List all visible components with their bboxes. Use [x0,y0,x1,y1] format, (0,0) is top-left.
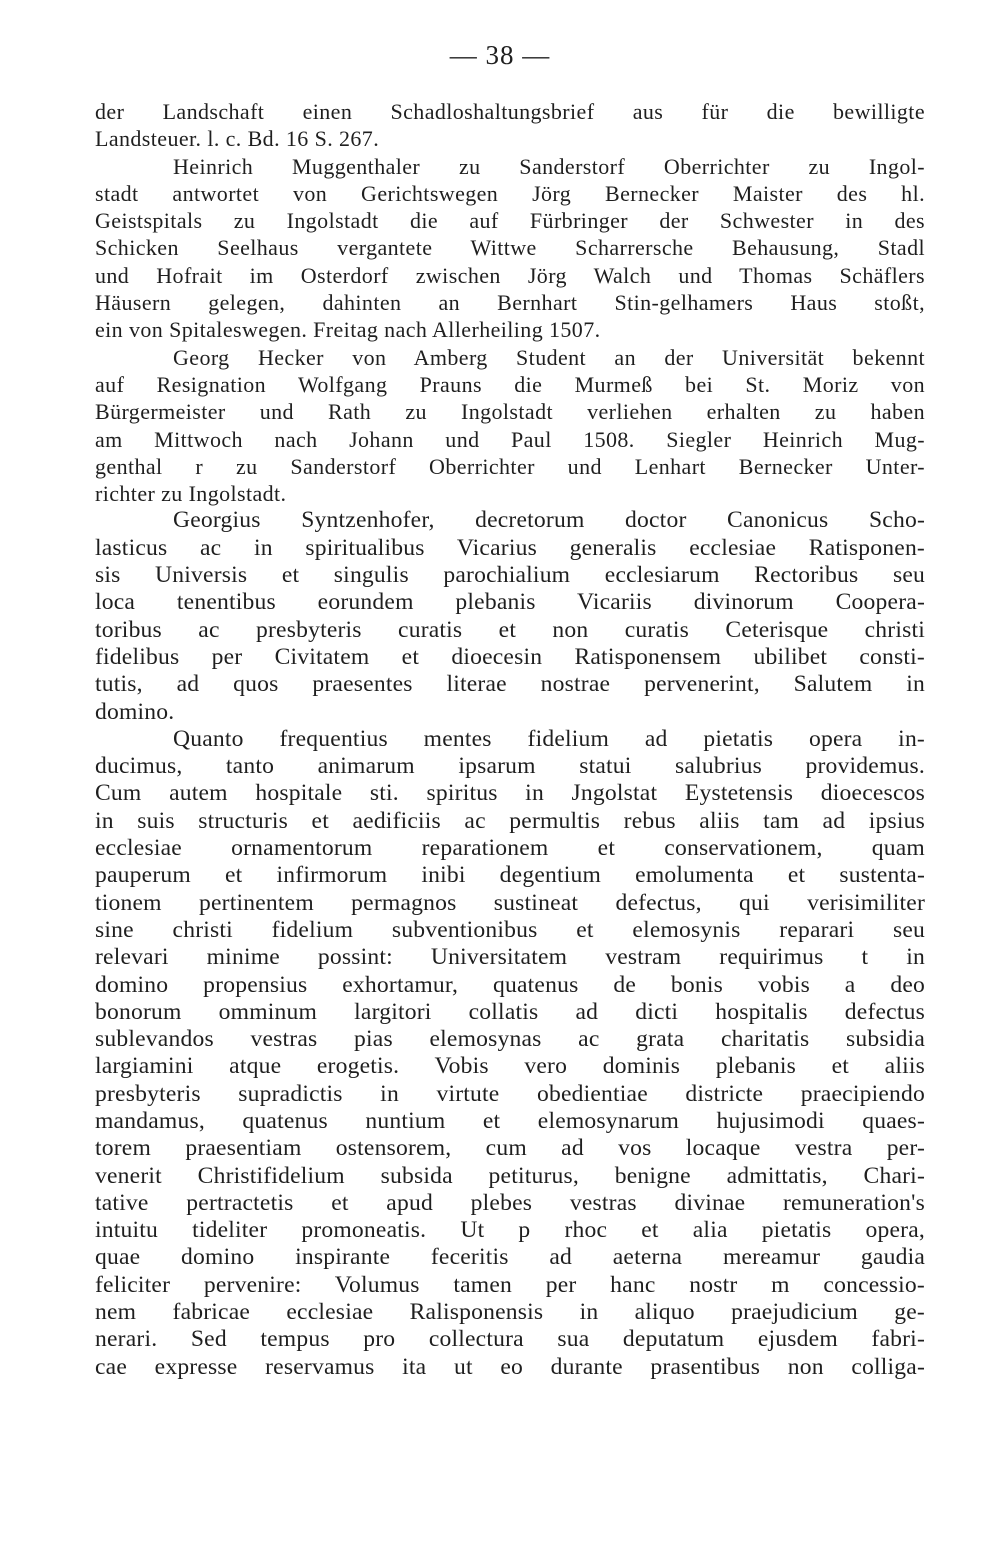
text-line: am Mittwoch nach Johann und Paul 1508. Siegler Heinrich Mug- [95,426,925,452]
text-line: auf Resignation Wolfgang Prauns die Murmeß bei St. Moriz von [95,371,925,397]
text-line: Geistspitals zu Ingolstadt die auf Fürbringer der Schwester in des [95,208,925,234]
text-line: pauperum et infirmorum inibi degentium emolumenta et sustenta- [95,862,925,889]
page-number: — 38 — [449,40,551,70]
text-line: richter zu Ingolstadt. [95,481,287,507]
text-line: mandamus, quatenus nuntium et elemosynarum hujusimodi quaes- [95,1107,925,1134]
text-line: und Hofrait im Osterdorf zwischen Jörg Walch und Thomas Schäflers [95,262,925,288]
text-line: tionem pertinentem permagnos sustineat defectus, qui verisimiliter [95,889,925,916]
text-line: quae domino inspirante feceritis ad aeterna mereamur gaudia [95,1244,925,1271]
text-line: toribus ac presbyteris curatis et non curatis Ceterisque christi [95,616,925,643]
text-line: bonorum omminum largitori collatis ad dicti hospitalis defectus [95,998,925,1025]
text-line: Quanto frequentius mentes fidelium ad pietatis opera in- [173,725,925,752]
text-line: Heinrich Muggenthaler zu Sanderstorf Oberrichter zu Ingol- [173,153,925,179]
text-line: venerit Christifidelium subsida petiturus, benigne admittatis, Chari- [95,1162,925,1189]
text-line: Cum autem hospitale sti. spiritus in Jngolstat Eystetensis dioecescos [95,780,925,807]
text-line: sublevandos vestras pias elemosynas ac grata charitatis subsidia [95,1026,925,1053]
text-line: der Landschaft einen Schadloshaltungsbrief aus für die bewilligte [95,99,925,124]
text-line: relevari minime possint: Universitatem vestram requirimus t in [95,944,925,971]
text-line: tative pertractetis et apud plebes vestras divinae remuneration's [95,1189,925,1216]
text-line: Schicken Seelhaus vergantete Wittwe Scharrersche Behausung, Stadl [95,235,925,261]
text-line: in suis structuris et aedificiis ac permultis rebus aliis tam ad ipsius [95,807,925,834]
text-line: fidelibus per Civitatem et dioecesin Ratisponensem ubilibet consti- [95,643,925,670]
text-line: cae expresse reservamus ita ut eo durante prasentibus non colliga- [95,1353,925,1380]
text-line: intuitu tideliter promoneatis. Ut p rhoc et alia pietatis opera, [95,1217,925,1244]
text-line: Häusern gelegen, dahinten an Bernhart Stin-gelhamers Haus stoßt, [95,290,925,316]
text-line: lasticus ac in spiritualibus Vicarius generalis ecclesiae Ratisponen- [95,534,925,561]
text-line: stadt antwortet von Gerichtswegen Jörg Bernecker Maister des hl. [95,180,925,206]
text-line: sine christi fidelium subventionibus et elemosynis reparari seu [95,916,925,943]
text-line: loca tenentibus eorundem plebanis Vicariis divinorum Coopera- [95,589,925,616]
text-line: torem praesentiam ostensorem, cum ad vos locaque vestra per- [95,1135,925,1162]
text-line: ducimus, tanto animarum ipsarum statui salubrius providemus. [95,753,925,780]
text-line: sis Universis et singulis parochialium ecclesiarum Rectoribus seu [95,562,925,589]
text-line: Bürgermeister und Rath zu Ingolstadt verliehen erhalten zu haben [95,399,925,425]
text-line: Georgius Syntzenhofer, decretorum doctor Canonicus Scho- [173,507,925,534]
text-line: largiamini atque erogetis. Vobis vero dominis plebanis et aliis [95,1053,925,1080]
text-line: domino. [95,698,175,725]
text-line: nem fabricae ecclesiae Ralisponensis in aliquo praejudicium ge- [95,1299,925,1326]
text-line: nerari. Sed tempus pro collectura sua deputatum ejusdem fabri- [95,1326,925,1353]
text-line: Georg Hecker von Amberg Student an der Universität bekennt [173,344,925,370]
text-line: domino propensius exhortamur, quatenus de bonis vobis a deo [95,971,925,998]
body-text [95,98,925,1381]
text-line: tutis, ad quos praesentes literae nostrae pervenerint, Salutem in [95,671,925,698]
text-line: ein von Spitaleswegen. Freitag nach Allerheiling 1507. [95,317,601,343]
text-line: genthal r zu Sanderstorf Oberrichter und Lenhart Bernecker Unter- [95,453,925,479]
text-line: presbyteris supradictis in virtute obedientiae districte praecipiendo [95,1080,925,1107]
text-line: ecclesiae ornamentorum reparationem et conservationem, quam [95,835,925,862]
text-line: Landsteuer. l. c. Bd. 16 S. 267. [95,126,380,152]
text-line: feliciter pervenire: Volumus tamen per hanc nostr m concessio- [95,1271,925,1298]
